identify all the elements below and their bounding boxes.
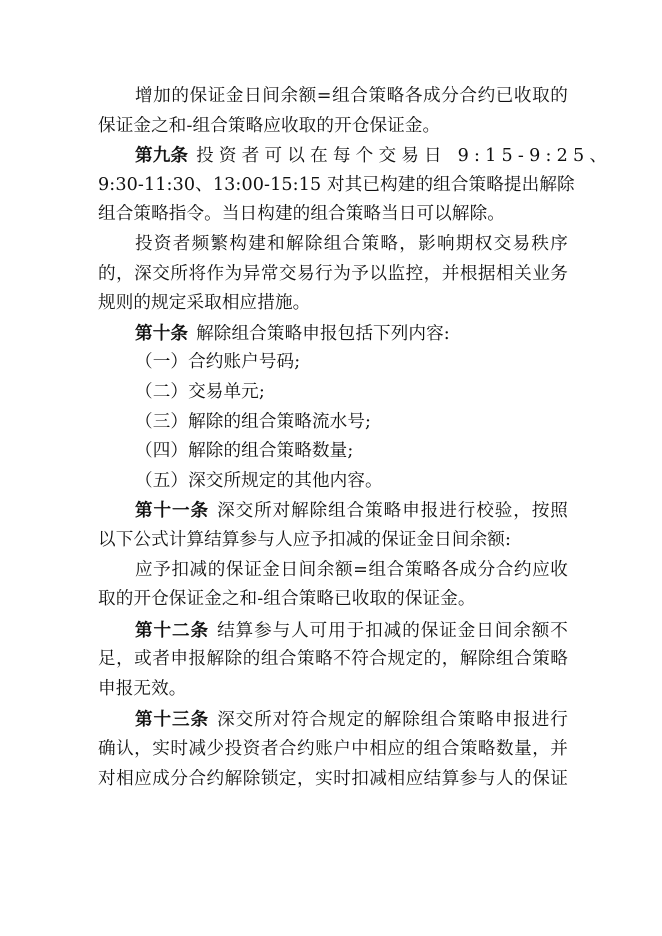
paragraph-line: 保证金之和-组合策略应收取的开仓保证金。 — [98, 115, 441, 136]
paragraph-line: 投资者频繁构建和解除组合策略，影响期权交易秩序 — [135, 233, 568, 254]
paragraph-line: 规则的规定采取相应措施。 — [98, 293, 311, 314]
paragraph-line: 组合策略指令。当日构建的组合策略当日可以解除。 — [98, 204, 505, 225]
paragraph-line: 增加的保证金日间余额=组合策略各成分合约已收取的 — [135, 86, 568, 106]
paragraph-line: 结算参与人可用于扣减的保证金日间余额不 — [217, 620, 568, 641]
article-9-line — [98, 141, 613, 171]
article-13-line — [98, 705, 568, 735]
document-page — [98, 82, 613, 794]
list-item: （四）解除的组合策略数量; — [135, 441, 354, 462]
list-item: （一）合约账户号码; — [135, 352, 301, 373]
article-10-line — [98, 319, 568, 349]
article-12-label: 第十二条 — [135, 619, 210, 641]
article-9-label: 第九条 — [135, 145, 189, 167]
paragraph-line: 9:30-11:30、13:00-15:15 对其已构建的组合策略提出解除 — [98, 174, 575, 195]
paragraph-line: 的，深交所将作为异常交易行为予以监控，并根据相关业务 — [98, 263, 568, 284]
article-12-line — [98, 616, 568, 646]
article-11-label: 第十一条 — [135, 500, 210, 522]
list-item: （五）深交所规定的其他内容。 — [135, 470, 383, 491]
paragraph-line: 取的开仓保证金之和-组合策略已收取的保证金。 — [98, 589, 476, 610]
list-item: （三）解除的组合策略流水号; — [135, 411, 372, 432]
paragraph-line: 对相应成分合约解除锁定，实时扣减相应结算参与人的保证 — [98, 768, 568, 789]
paragraph-line: 深交所对符合规定的解除组合策略申报进行 — [217, 710, 568, 731]
paragraph-line: 申报无效。 — [98, 678, 187, 699]
paragraph-line: 足，或者申报解除的组合策略不符合规定的，解除组合策略 — [98, 649, 568, 670]
list-item: （二）交易单元; — [135, 381, 265, 402]
paragraph-line: 确认，实时减少投资者合约账户中相应的组合策略数量，并 — [98, 739, 568, 760]
paragraph-line: 应予扣减的保证金日间余额=组合策略各成分合约应收 — [135, 559, 568, 580]
paragraph-line: 解除组合策略申报包括下列内容: — [196, 323, 450, 344]
article-10-label: 第十条 — [135, 322, 189, 344]
article-13-label: 第十三条 — [135, 709, 210, 731]
article-11-line — [98, 496, 568, 526]
paragraph-line: 投资者可以在每个交易日 9:15-9:25、 — [196, 146, 613, 167]
paragraph-line: 深交所对解除组合策略申报进行校验，按照 — [217, 501, 568, 522]
paragraph-line: 以下公式计算结算参与人应予扣减的保证金日间余额: — [98, 529, 511, 550]
